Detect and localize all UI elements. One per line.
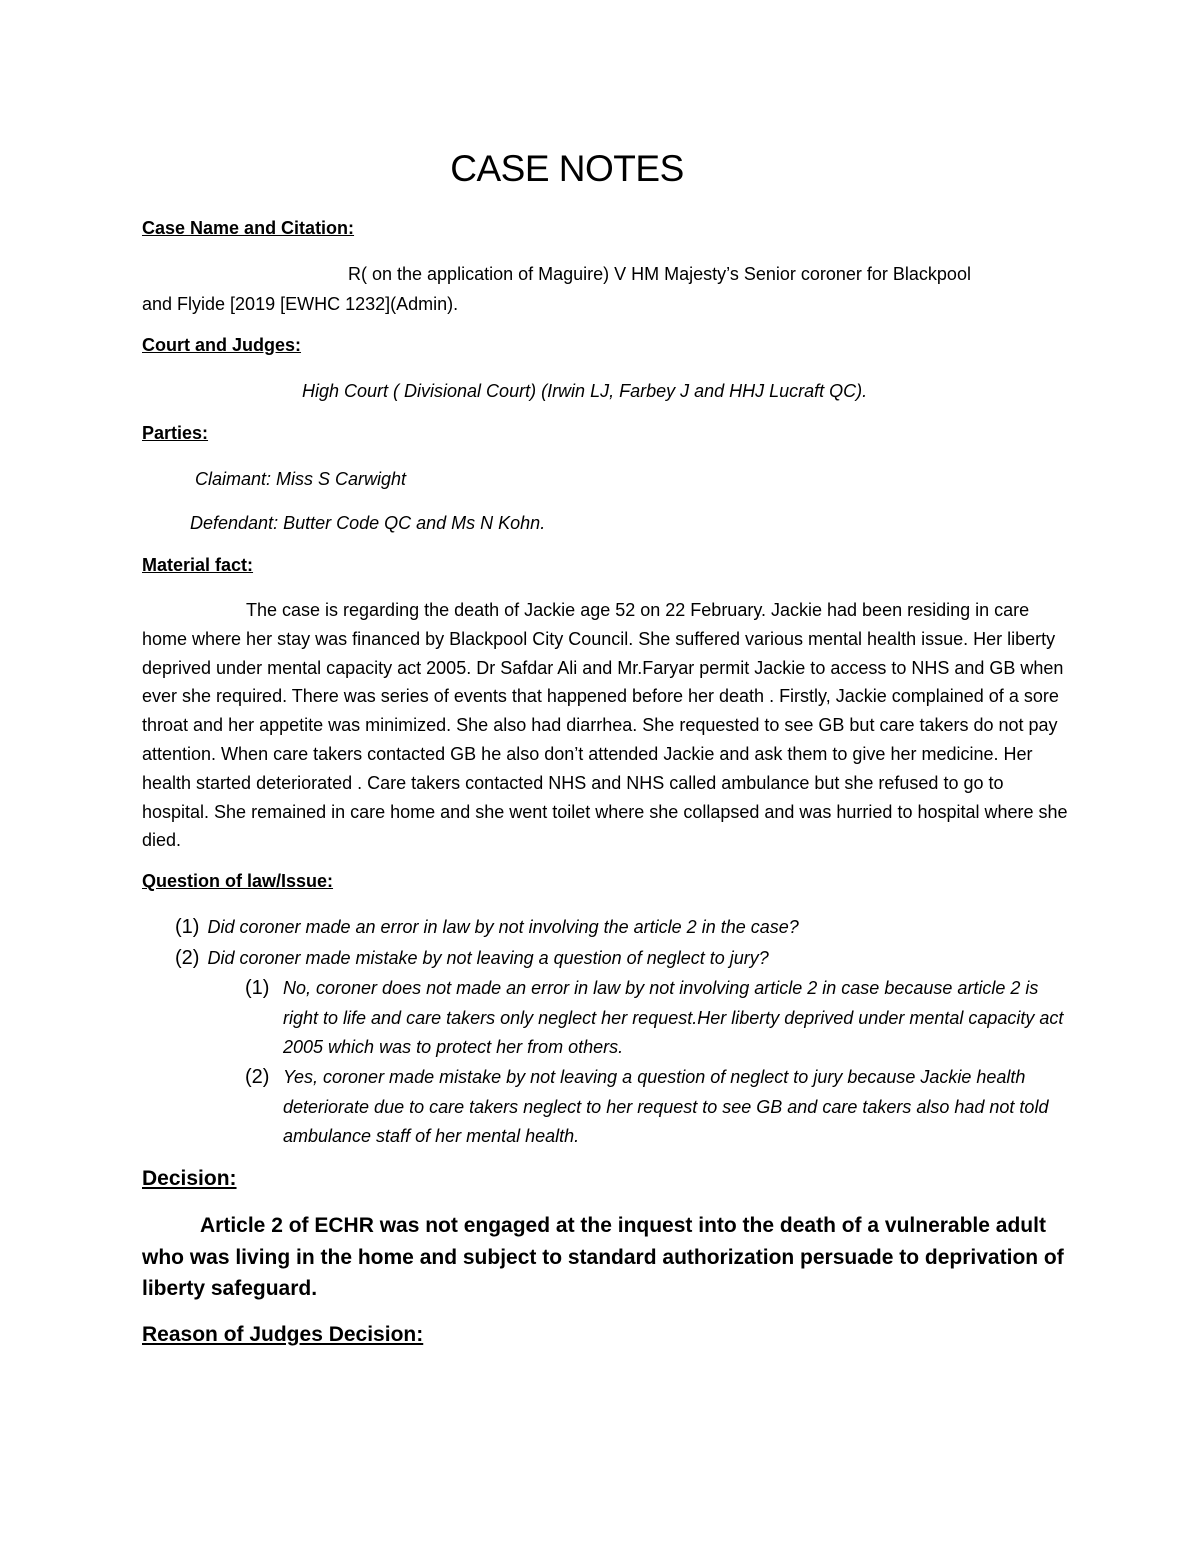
answer-1-text: No, coroner does not made an error in law by not involving article 2 in case because article 2 is right to life and care takers only neglect her request.Her liberty deprived under mental capacity act 2005 which was to protect her from others. xyxy=(283,978,1064,1057)
defendant-text: Defendant: Butter Code QC and Ms N Kohn. xyxy=(190,513,546,533)
question-1-number: (1) xyxy=(175,916,200,938)
claimant-text: Claimant: Miss S Carwight xyxy=(195,469,407,489)
question-2-text: Did coroner made mistake by not leaving a question of neglect to jury? xyxy=(207,948,769,968)
material-fact-text: The case is regarding the death of Jackie age 52 on 22 February. Jackie had been residing in care home where her stay was financed by Blackpool City Council. She suffered various mental health issue. Her liberty deprived under mental capacity act 2005. Dr Safdar Ali and Mr.Faryar permit Jackie to access to NHS and GB when ever she required. There was series of events that happened before her death . Firstly, Jackie complained of a sore throat and her appetite was minimized. She also had diarrhea. She requested to see GB but care takers do not pay attention. When care takers contacted GB he also don’t attended Jackie and ask them to give her medicine. Her health started deteriorated . Care takers contacted NHS and NHS called ambulance but she refused to go to hospital. She remained in care home and she went toilet where she collapsed and was hurried to hospital where she died. xyxy=(142,600,1068,851)
answer-1-number: (1) xyxy=(245,977,270,999)
reason-heading: Reason of Judges Decision: xyxy=(142,1323,424,1346)
material-fact-paragraph xyxy=(142,596,1072,855)
court-text: High Court ( Divisional Court) (Irwin LJ, Farbey J and HHJ Lucraft QC). xyxy=(302,381,868,401)
page-title: CASE NOTES xyxy=(450,148,684,189)
material-fact-heading: Material fact: xyxy=(142,555,254,575)
question-heading: Question of law/Issue: xyxy=(142,871,334,891)
decision-paragraph xyxy=(142,1210,1072,1305)
case-name-line-1: R( on the application of Maguire) V HM Majesty’s Senior coroner for Blackpool xyxy=(348,264,971,284)
question-2 xyxy=(175,943,769,973)
case-name-heading: Case Name and Citation: xyxy=(142,218,355,238)
parties-heading: Parties: xyxy=(142,423,209,443)
answer-2 xyxy=(245,1063,1065,1152)
question-2-number: (2) xyxy=(175,947,200,969)
answer-2-text: Yes, coroner made mistake by not leaving a question of neglect to jury because Jackie health deteriorate due to care takers neglect to her request to see GB and care takers also had not told ambulance staff of her mental health. xyxy=(283,1067,1049,1146)
question-1 xyxy=(175,912,799,942)
decision-text: Article 2 of ECHR was not engaged at the inquest into the death of a vulnerable adult who was living in the home and subject to standard authorization persuade to deprivation of liberty safeguard. xyxy=(142,1214,1064,1300)
answer-2-number: (2) xyxy=(245,1066,270,1088)
court-heading: Court and Judges: xyxy=(142,335,302,355)
case-name-line-2: and Flyide [2019 [EWHC 1232](Admin). xyxy=(142,294,459,314)
decision-heading: Decision: xyxy=(142,1167,237,1190)
answer-1 xyxy=(245,974,1065,1063)
question-1-text: Did coroner made an error in law by not involving the article 2 in the case? xyxy=(207,917,799,937)
